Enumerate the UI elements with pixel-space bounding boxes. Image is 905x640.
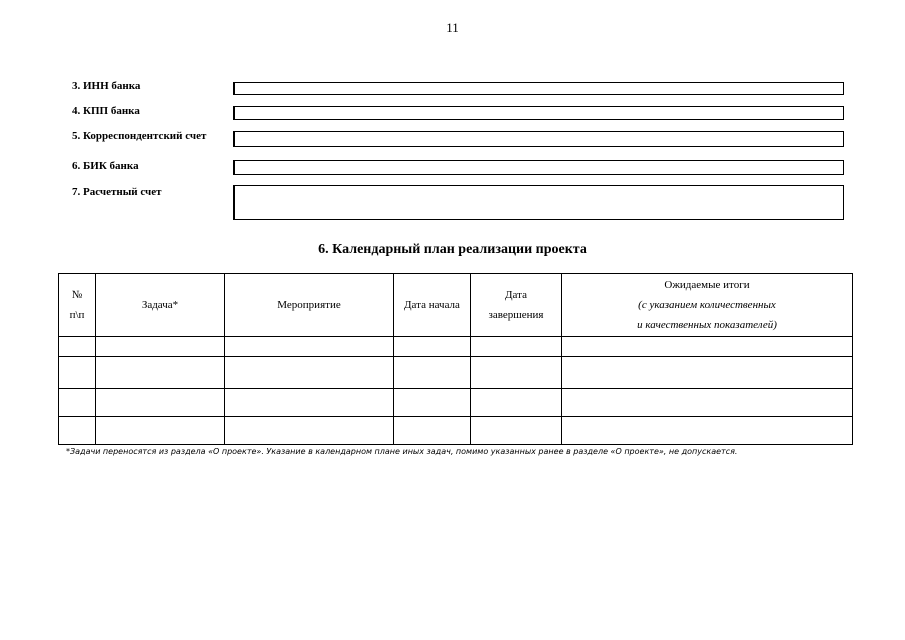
table-cell[interactable] (59, 357, 96, 389)
bank-bik-input[interactable] (233, 160, 844, 175)
page-number: 11 (446, 20, 459, 35)
col-header-number: № п\п (59, 274, 96, 337)
table-cell[interactable] (96, 357, 225, 389)
table-cell[interactable] (562, 389, 853, 417)
table-cell[interactable] (96, 337, 225, 357)
table-cell[interactable] (96, 389, 225, 417)
table-cell[interactable] (394, 337, 471, 357)
bank-settlement-account-input[interactable] (233, 185, 844, 220)
bank-bik-label: 6. БИК банка (72, 160, 139, 172)
table-cell[interactable] (59, 417, 96, 445)
table-cell[interactable] (394, 357, 471, 389)
table-cell[interactable] (471, 389, 562, 417)
table-header-row (59, 274, 853, 337)
table-cell[interactable] (59, 337, 96, 357)
col-header-expected-results: Ожидаемые итоги (с указанием количественных и качественных показателей) (562, 274, 853, 337)
table-row (59, 417, 853, 445)
table-cell[interactable] (562, 417, 853, 445)
col-header-task: Задача* (96, 274, 225, 337)
col-header-activity: Мероприятие (225, 274, 394, 337)
section-title: 6. Календарный план реализации проекта (318, 242, 587, 257)
table-cell[interactable] (225, 389, 394, 417)
bank-corr-account-label: 5. Корреспондентский счет (72, 130, 207, 142)
bank-inn-label: 3. ИНН банка (72, 80, 141, 92)
table-cell[interactable] (225, 417, 394, 445)
table-cell[interactable] (471, 337, 562, 357)
table-cell[interactable] (96, 417, 225, 445)
table-cell[interactable] (562, 357, 853, 389)
table-row (59, 389, 853, 417)
table-cell[interactable] (471, 357, 562, 389)
calendar-plan-table (58, 273, 853, 445)
table-cell[interactable] (394, 389, 471, 417)
bank-corr-account-input[interactable] (233, 131, 844, 147)
table-row (59, 357, 853, 389)
footnote: *Задачи переносятся из раздела «О проекте». Указание в календарном плане иных задач, помимо указанных ранее в разделе «О проекте», не допускается. (66, 447, 738, 456)
bank-kpp-label: 4. КПП банка (72, 105, 140, 117)
table-cell[interactable] (225, 337, 394, 357)
table-row (59, 337, 853, 357)
col-header-start-date: Дата начала (394, 274, 471, 337)
table-cell[interactable] (394, 417, 471, 445)
col-header-end-date: Дата завершения (471, 274, 562, 337)
table-cell[interactable] (562, 337, 853, 357)
table-cell[interactable] (471, 417, 562, 445)
bank-settlement-account-label: 7. Расчетный счет (72, 186, 162, 198)
bank-kpp-input[interactable] (233, 106, 844, 120)
bank-inn-input[interactable] (233, 82, 844, 95)
table-cell[interactable] (59, 389, 96, 417)
table-cell[interactable] (225, 357, 394, 389)
